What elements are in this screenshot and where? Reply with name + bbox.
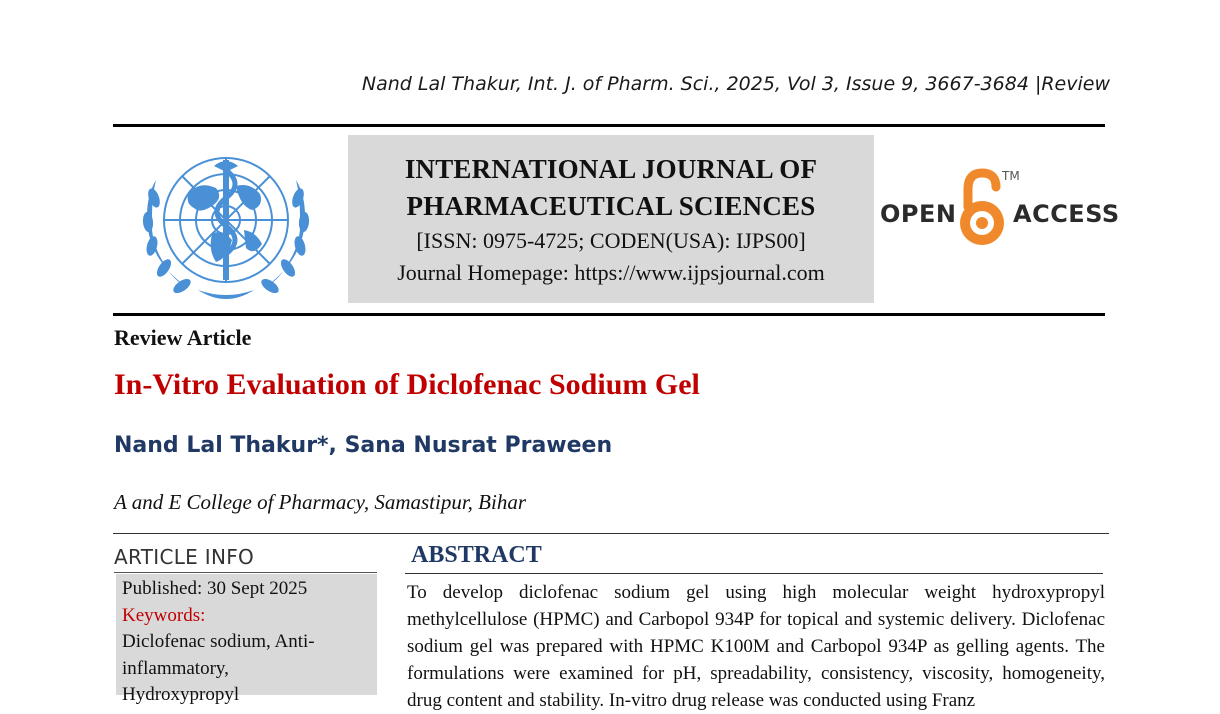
open-access-logo [880,165,1120,250]
article-type: Review Article [114,325,252,350]
author-list: Nand Lal Thakur*, Sana Nusrat Praween [114,433,613,458]
journal-homepage[interactable]: Journal Homepage: https://www.ijpsjournal.com [397,260,825,285]
abstract-rule [405,573,1103,574]
keywords-line: Hydroxypropyl [122,684,240,705]
article-info-heading: ARTICLE INFO [114,545,255,569]
header-bottom-rule [113,313,1105,316]
open-access-access-label: ACCESS [1013,200,1120,228]
section-divider [113,533,1109,534]
open-access-open-label: OPEN [880,200,957,228]
journal-name-line1: INTERNATIONAL JOURNAL OF [404,154,818,184]
running-head: Nand Lal Thakur, Int. J. of Pharm. Sci., 2025, Vol 3, Issue 9, 3667-3684 |Review [361,73,1110,95]
author-affiliation: A and E College of Pharmacy, Samastipur, Bihar [114,490,527,514]
journal-masthead [348,135,874,303]
un-emblem-logo [128,140,324,306]
keywords-label: Keywords: [122,604,206,626]
header-top-rule [113,124,1105,127]
article-info-rule [114,572,377,573]
article-title: In-Vitro Evaluation of Diclofenac Sodium Gel [114,368,700,401]
published-date: Published: 30 Sept 2025 [122,578,308,599]
keywords-line: Diclofenac sodium, Anti- [122,631,315,652]
trademark-mark: TM [1002,169,1020,183]
journal-issn: [ISSN: 0975-4725; CODEN(USA): IJPS00] [416,228,806,253]
abstract-heading: ABSTRACT [411,542,542,568]
keywords-line: inflammatory, [122,657,229,679]
journal-name-line2: PHARMACEUTICAL SCIENCES [406,191,816,221]
article-info-box [116,574,377,705]
abstract-body: To develop diclofenac sodium gel using high molecular weight hydroxypropyl methylcellulose (HPMC) and Carbopol 934P for topical and systemic delivery. Diclofenac sodium gel was prepared with HPMC K100M and Carbopol 934P as gelling agents. The formulations were examined for pH, spreadability, consistency, viscosity, homogeneity, drug content and stability. In-vitro drug release was conducted using Franz [407,582,1105,711]
